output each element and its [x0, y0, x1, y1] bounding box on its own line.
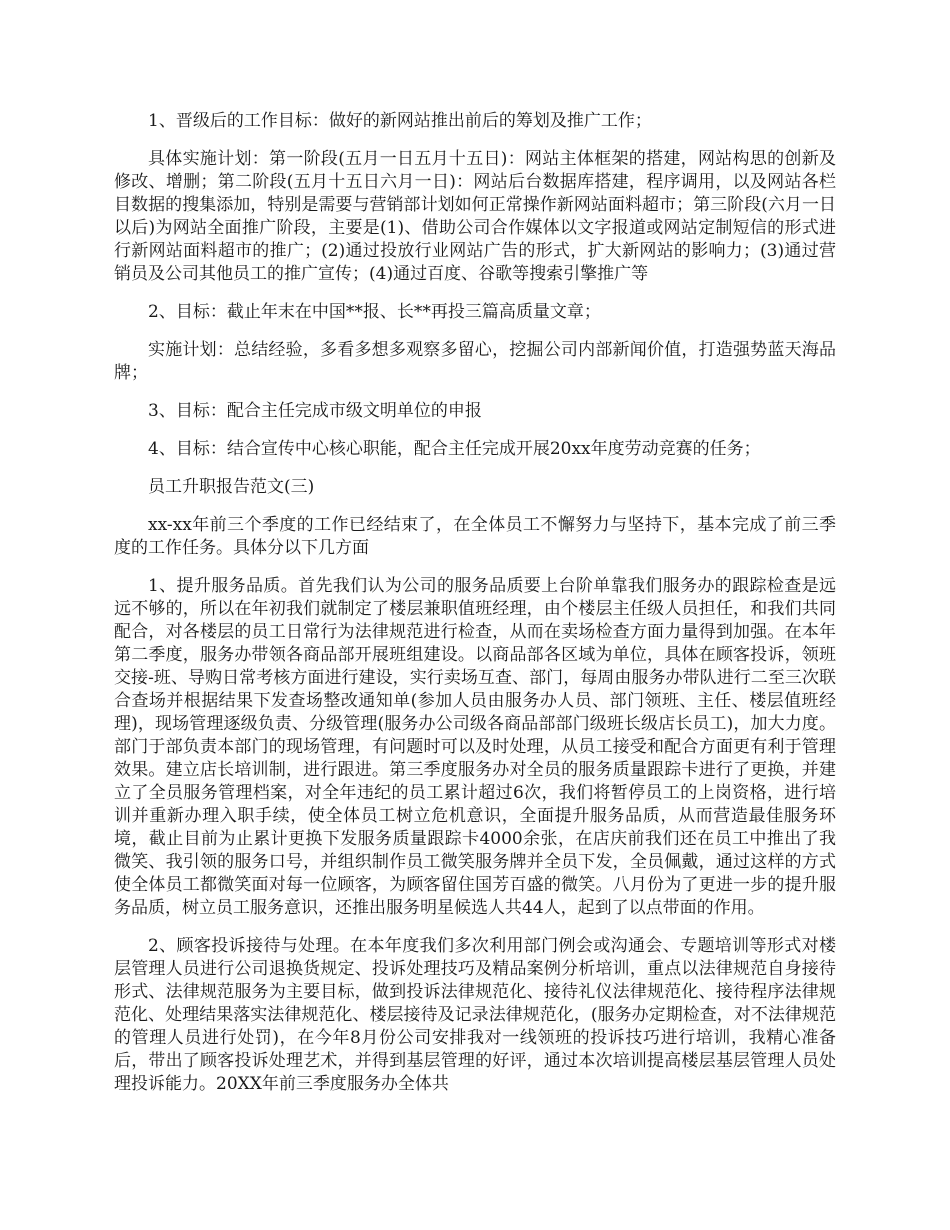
- paragraph-service-quality: 1、提升服务品质。首先我们认为公司的服务品质要上台阶单靠我们服务办的跟踪检查是远远不够的，所以在年初我们就制定了楼层兼职值班经理，由个楼层主任级人员担任，和我们共同配合，对各楼层的员工日常行为法律规范进行检查，从而在卖场检查方面力量得到加强。在本年第二季度，服务办带领各商品部开展班组建设。以商品部各区域为单位，具体在顾客投诉，领班交接-班、导购日常考核方面进行建设，实行卖场互查、部门，每周由服务办带队进行二至三次联合查场并根据结果下发查场整改通知单(参加人员由服务办人员、部门领班、主任、楼层值班经理)，现场管理逐级负责、分级管理(服务办公司级各商品部部门级班长级店长员工)，加大力度。部门于部负责本部门的现场管理，有问题时可以及时处理，从员工接受和配合方面更有利于管理效果。建立店长培训制，进行跟进。第三季度服务办对全员的服务质量跟踪卡进行了更换，并建立了全员服务管理档案，对全年违纪的员工累计超过6次，我们将暂停员工的上岗资格，进行培训并重新办理入职手续，使全体员工树立危机意识，全面提升服务品质，从而营造最佳服务环境，截止目前为止累计更换下发服务质量跟踪卡4000余张，在店庆前我们还在员工中推出了我微笑、我引领的服务口号，并组织制作员工微笑服务牌并全员下发，全员佩戴，通过这样的方式使全体员工都微笑面对每一位顾客，为顾客留住国芳百盛的微笑。八月份为了更进一步的提升服务品质，树立员工服务意识，还推出服务明星候选人共44人，起到了以点带面的作用。: [114, 576, 836, 918]
- paragraph-goal-2: 2、目标：截止年末在中国**报、长**再投三篇高质量文章；: [148, 302, 601, 322]
- paragraph-plan-2: 实施计划：总结经验，多看多想多观察多留心，挖掘公司内部新闻价值，打造强势蓝天海品牌；: [114, 340, 836, 383]
- paragraph-goal-4: 4、目标：结合宣传中心核心职能，配合主任完成开展20xx年度劳动竞赛的任务；: [148, 439, 761, 459]
- section-heading: 员工升职报告范文(三): [148, 477, 315, 497]
- paragraph-goal-1: 1、晋级后的工作目标：做好的新网站推出前后的筹划及推广工作；: [148, 111, 652, 131]
- paragraph-plan-1: 具体实施计划：第一阶段(五月一日五月十五日)：网站主体框架的搭建，网站构思的创新及修改、增删；第二阶段(五月十五日六月一日)：网站后台数据库搭建，程序调用，以及网站各栏目数据的搜集添加，特别是需要与营销部计划如何正常操作新网站面料超市；第三阶段(六月一日以后)为网站全面推广阶段，主要是(1)、借助公司合作媒体以文字报道或网站定制短信的形式进行新网站面料超市的推广；(2)通过投放行业网站广告的形式，扩大新网站的影响力；(3)通过营销员及公司其他员工的推广宣传；(4)通过百度、谷歌等搜索引擎推广等: [114, 149, 836, 284]
- paragraph-intro: xx-xx年前三个季度的工作已经结束了，在全体员工不懈努力与坚持下，基本完成了前三季度的工作任务。具体分以下几方面: [114, 515, 836, 558]
- paragraph-complaint-handling: 2、顾客投诉接待与处理。在本年度我们多次利用部门例会或沟通会、专题培训等形式对楼层管理人员进行公司退换货规定、投诉处理技巧及精品案例分析培训，重点以法律规范自身接待形式、法律规范服务为主要目标，做到投诉法律规范化、接待礼仪法律规范化、接待程序法律规范化、处理结果落实法律规范化、楼层接待及记录法律规范化，(服务办定期检查，对不法律规范的管理人员进行处罚)，在今年8月份公司安排我对一线领班的投诉技巧进行培训，我精心准备后，带出了顾客投诉处理艺术，并得到基层管理的好评，通过本次培训提高楼层基层管理人员处理投诉能力。20XX年前三季度服务办全体共: [114, 936, 836, 1094]
- paragraph-goal-3: 3、目标：配合主任完成市级文明单位的申报: [148, 401, 482, 421]
